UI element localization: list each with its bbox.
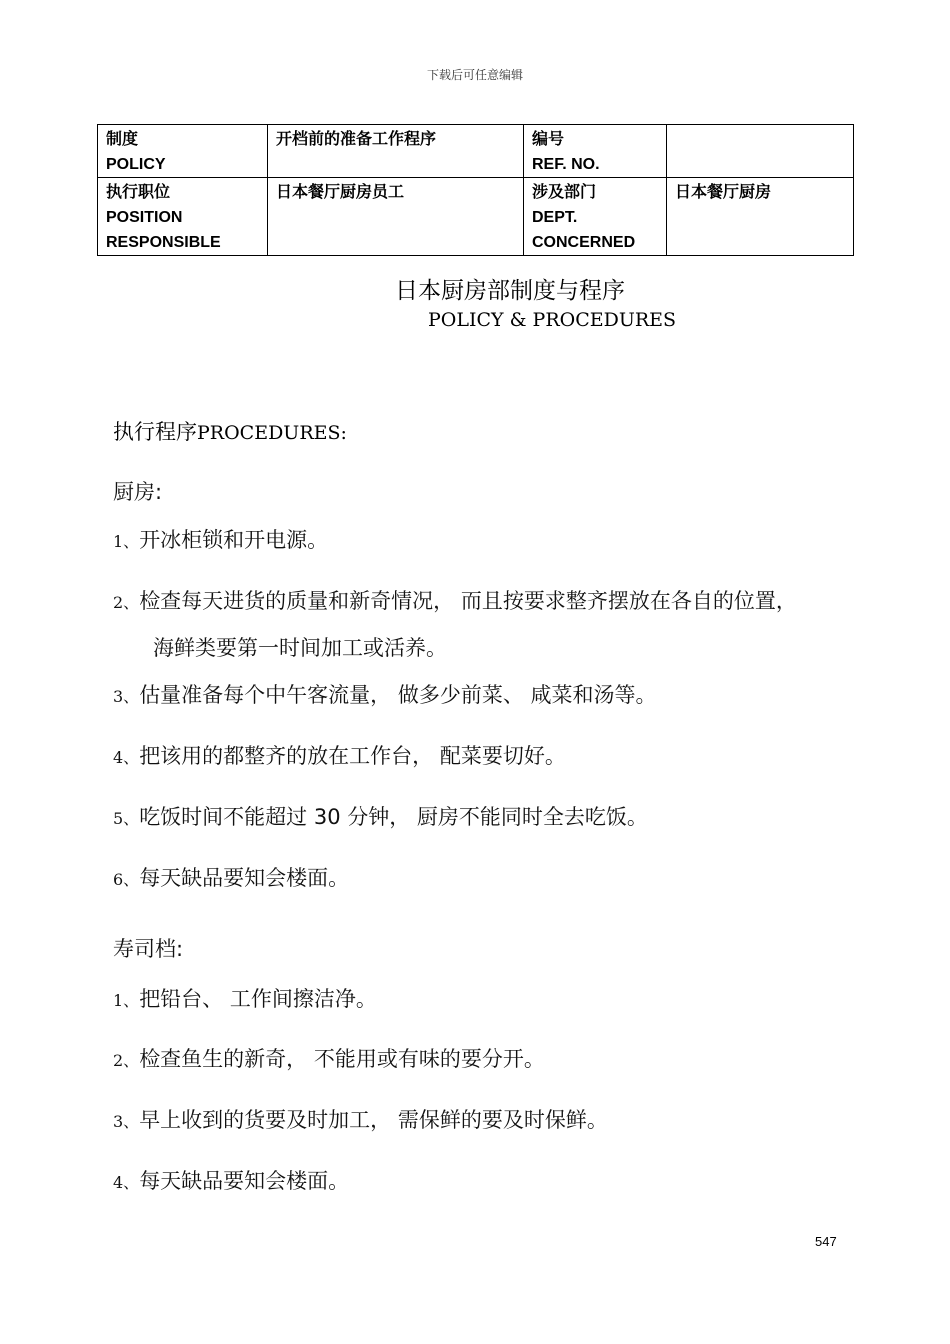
kitchen-section-title: 厨房: <box>113 480 163 504</box>
document-title-cn: 日本厨房部制度与程序 <box>395 278 625 304</box>
dept-label-en-1: DEPT. <box>532 209 578 226</box>
item-number: 2、 <box>113 1051 140 1070</box>
item-text: 开冰柜锁和开电源。 <box>139 528 329 552</box>
position-row <box>98 178 854 256</box>
position-value: 日本餐厅厨房员工 <box>276 184 405 201</box>
dept-label-cn: 涉及部门 <box>532 184 597 201</box>
procedures-heading-en: PROCEDURES: <box>197 422 347 444</box>
dept-label-cell <box>524 178 667 256</box>
policy-value-cell <box>268 125 524 178</box>
position-label-cell <box>98 178 268 256</box>
item-text: 每天缺品要知会楼面。 <box>139 1169 350 1193</box>
ref-value-cell <box>667 125 854 178</box>
item-number: 5、 <box>113 809 140 828</box>
sushi-section-title: 寿司档: <box>113 937 184 961</box>
item-number: 4、 <box>113 1173 140 1192</box>
list-item <box>113 1043 545 1073</box>
item-number: 1、 <box>113 532 140 551</box>
position-value-cell <box>268 178 524 256</box>
page-number: 547 <box>815 1234 837 1249</box>
policy-label-cn: 制度 <box>106 131 139 148</box>
item-number: 3、 <box>113 1112 140 1131</box>
item-text: 检查每天进货的质量和新奇情况， 而且按要求整齐摆放在各自的位置， <box>139 589 797 613</box>
list-item <box>113 740 566 770</box>
dept-label-en-2: CONCERNED <box>532 234 636 251</box>
list-item <box>113 1165 349 1195</box>
dept-value-cell <box>667 178 854 256</box>
dept-value: 日本餐厅厨房 <box>675 184 772 201</box>
item-text: 早上收到的货要及时加工， 需保鲜的要及时保鲜。 <box>139 1108 608 1132</box>
list-item <box>113 524 328 554</box>
document-title-en: POLICY & PROCEDURES <box>428 309 677 331</box>
policy-label-en: POLICY <box>106 156 166 173</box>
policy-value: 开档前的准备工作程序 <box>276 131 437 148</box>
item-number: 6、 <box>113 870 140 889</box>
item-number: 4、 <box>113 748 140 767</box>
list-item <box>113 983 377 1013</box>
position-label-cn: 执行职位 <box>106 184 171 201</box>
item-text: 检查鱼生的新奇， 不能用或有味的要分开。 <box>139 1047 545 1071</box>
list-item <box>113 1104 608 1134</box>
item-number: 3、 <box>113 687 140 706</box>
list-item-continuation: 海鲜类要第一时间加工或活养。 <box>153 636 447 660</box>
ref-label-cn: 编号 <box>532 131 565 148</box>
list-item <box>113 585 797 615</box>
ref-label-en: REF. NO. <box>532 156 600 173</box>
policy-label-cell <box>98 125 268 178</box>
item-number: 2、 <box>113 593 140 612</box>
item-text: 每天缺品要知会楼面。 <box>139 866 350 890</box>
list-item <box>113 679 657 709</box>
item-text: 估量准备每个中午客流量， 做多少前菜、 咸菜和汤等。 <box>139 683 657 707</box>
item-number: 1、 <box>113 991 140 1010</box>
ref-label-cell <box>524 125 667 178</box>
list-item <box>113 862 349 892</box>
policy-row <box>98 125 854 178</box>
item-text: 吃饭时间不能超过 30 分钟， 厨房不能同时全去吃饭。 <box>139 805 648 829</box>
position-label-en-1: POSITION <box>106 209 183 226</box>
item-text: 把铅台、 工作间擦洁净。 <box>139 987 377 1011</box>
position-label-en-2: RESPONSIBLE <box>106 234 221 251</box>
header-note: 下载后可任意编辑 <box>426 68 523 82</box>
procedures-heading-cn: 执行程序 <box>113 420 197 444</box>
procedures-heading <box>113 416 347 446</box>
list-item <box>113 801 648 831</box>
policy-info-table <box>97 124 854 256</box>
item-text: 把该用的都整齐的放在工作台， 配菜要切好。 <box>139 744 566 768</box>
